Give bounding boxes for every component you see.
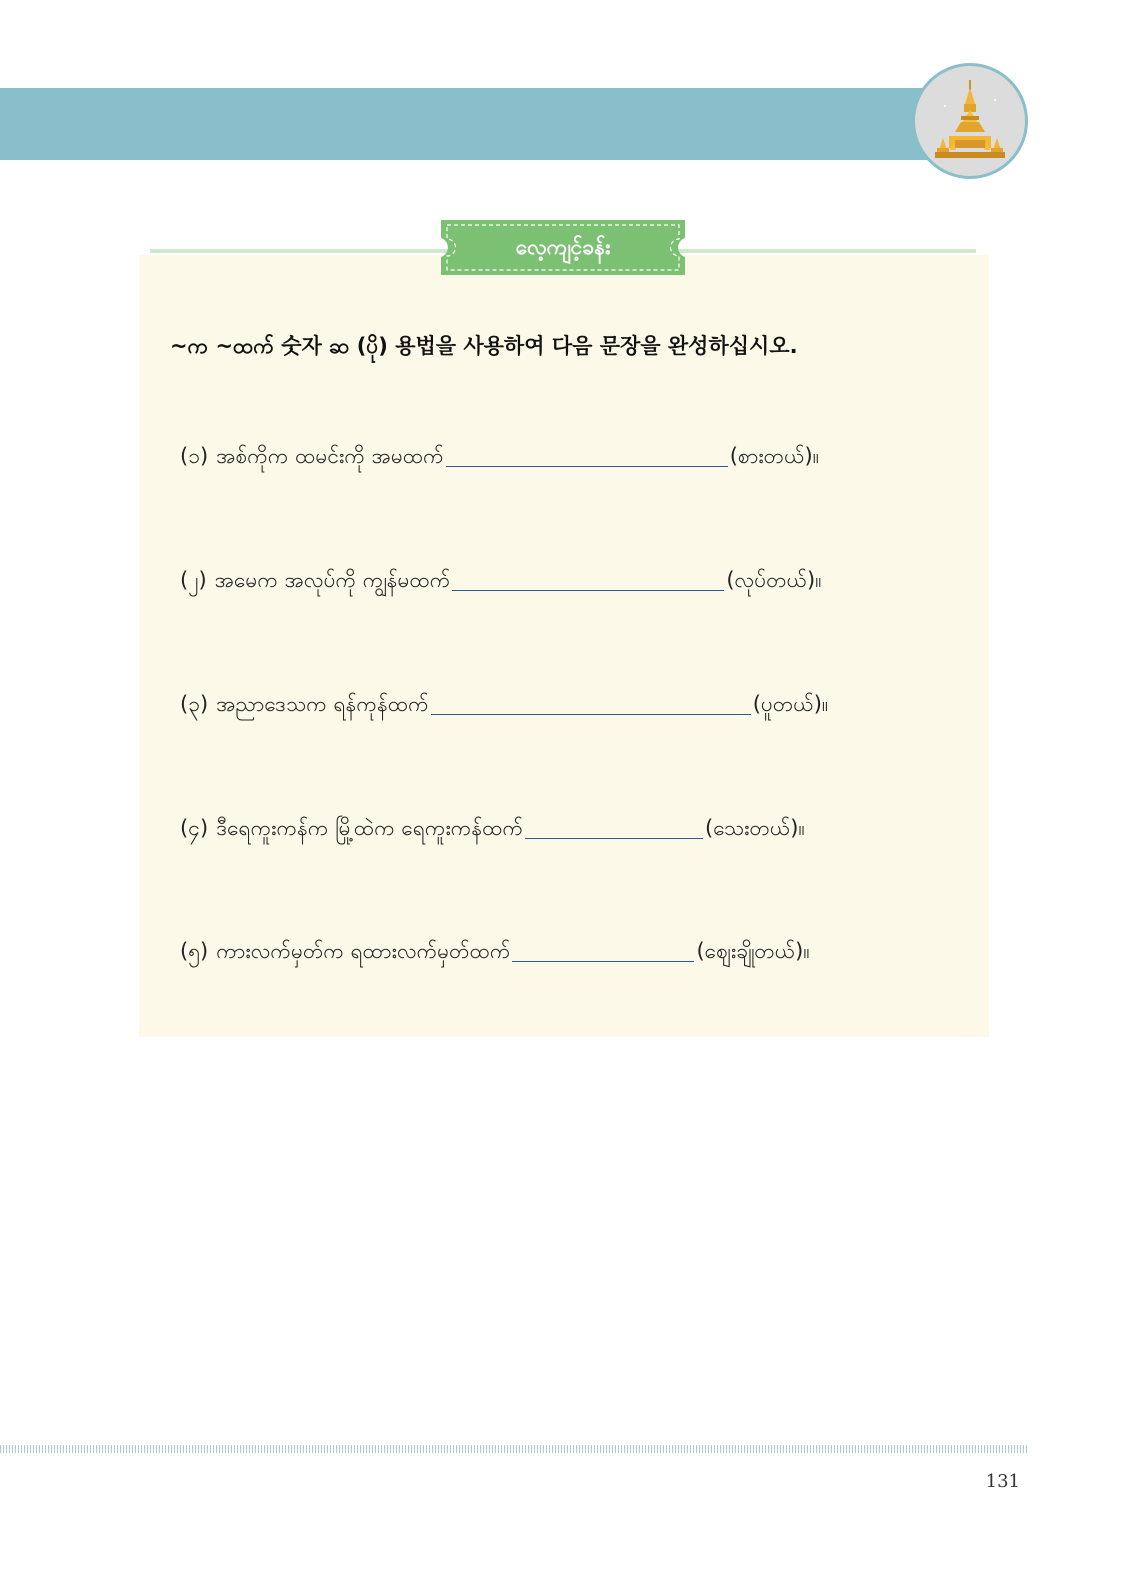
question-number: (၁) <box>180 444 209 468</box>
question-number: (၃) <box>180 692 209 716</box>
answer-hint: (စားတယ်)။ <box>729 444 820 468</box>
answer-hint: (ဈေးချိုတယ်)။ <box>696 939 810 963</box>
question-item <box>180 935 940 969</box>
question-item <box>180 440 940 474</box>
question-item <box>180 564 940 598</box>
question-prompt: အစ်ကိုက ထမင်းကို အမထက် <box>216 444 444 468</box>
answer-blank[interactable] <box>446 466 728 467</box>
header-band <box>0 88 960 160</box>
page-number: 131 <box>985 1471 1020 1492</box>
question-item <box>180 812 940 846</box>
answer-blank[interactable] <box>512 961 694 962</box>
pagoda-badge <box>912 63 1028 179</box>
question-prompt: အညာဒေသက ရန်ကုန်ထက် <box>216 692 429 716</box>
answer-hint: (ပူတယ်)။ <box>752 692 829 716</box>
question-number: (၄) <box>180 816 209 840</box>
question-prompt: ဒီရေကူးကန်က မြို့ထဲက ရေကူးကန်ထက် <box>216 816 524 840</box>
footer-dotted-rule <box>0 1445 1028 1453</box>
answer-hint: (သေးတယ်)။ <box>705 816 805 840</box>
exercise-title-tab <box>441 220 685 275</box>
question-number: (၅) <box>180 939 209 963</box>
pagoda-icon <box>915 66 1025 176</box>
answer-blank[interactable] <box>431 714 751 715</box>
question-prompt: အမေက အလုပ်ကို ကျွန်မထက် <box>214 568 451 592</box>
question-prompt: ကားလက်မှတ်က ရထားလက်မှတ်ထက် <box>216 939 511 963</box>
question-item <box>180 688 940 722</box>
answer-hint: (လုပ်တယ်)။ <box>726 568 822 592</box>
exercise-title: လေ့ကျင့်ခန်း <box>515 235 611 259</box>
exercise-instruction: ~က ~ထက် 숫자 ဆ (ပို) 용법을 사용하여 다음 문장을 완성하십시오. <box>170 334 798 358</box>
answer-blank[interactable] <box>452 590 724 591</box>
answer-blank[interactable] <box>525 838 703 839</box>
exercise-panel <box>139 255 989 1037</box>
question-number: (၂) <box>180 568 207 592</box>
